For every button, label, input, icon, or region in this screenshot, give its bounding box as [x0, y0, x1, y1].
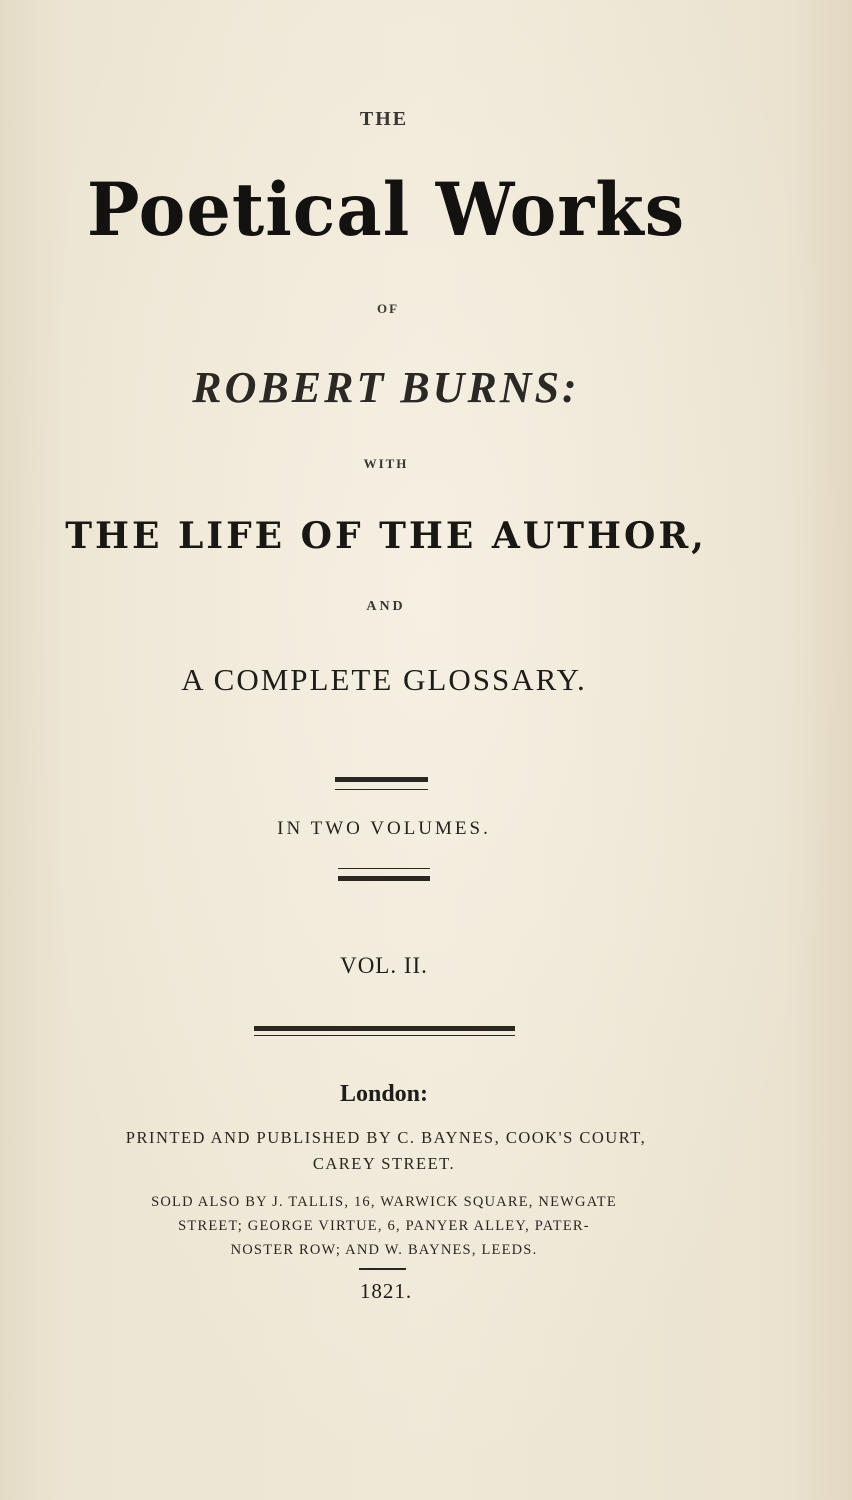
the-label: THE	[359, 108, 409, 130]
book-title: Poetical Works	[86, 165, 686, 254]
and-label: AND	[366, 599, 406, 614]
rule-year	[359, 1268, 406, 1270]
rule-thin-upper	[335, 789, 428, 790]
with-label: WITH	[363, 456, 409, 471]
volume-number: VOL. II.	[340, 953, 428, 978]
printer-line-1: PRINTED AND PUBLISHED BY C. BAYNES, COOK'S COURT,	[125, 1128, 647, 1147]
rule-thick-lower	[338, 876, 430, 881]
author-name: ROBERT BURNS:	[192, 363, 580, 412]
printer-line-2: CAREY STREET.	[312, 1154, 456, 1173]
volume-count: IN TWO VOLUMES.	[277, 818, 491, 839]
rule-long-thin	[254, 1035, 515, 1036]
sold-line-2: STREET; GEORGE VIRTUE, 6, PANYER ALLEY, PATER-	[178, 1218, 590, 1234]
imprint-place: London:	[339, 1081, 429, 1107]
publication-year: 1821.	[359, 1279, 413, 1303]
of-label: OF	[376, 301, 400, 316]
sold-line-3: NOSTER ROW; AND W. BAYNES, LEEDS.	[230, 1242, 538, 1258]
rule-long-thick	[254, 1026, 515, 1031]
rule-thin-lower	[338, 868, 430, 869]
sold-line-1: SOLD ALSO BY J. TALLIS, 16, WARWICK SQUARE, NEWGATE	[151, 1194, 617, 1210]
glossary-line: A COMPLETE GLOSSARY.	[181, 662, 587, 697]
life-of-author-line: THE LIFE OF THE AUTHOR,	[65, 515, 707, 557]
rule-thick-upper	[335, 777, 428, 782]
